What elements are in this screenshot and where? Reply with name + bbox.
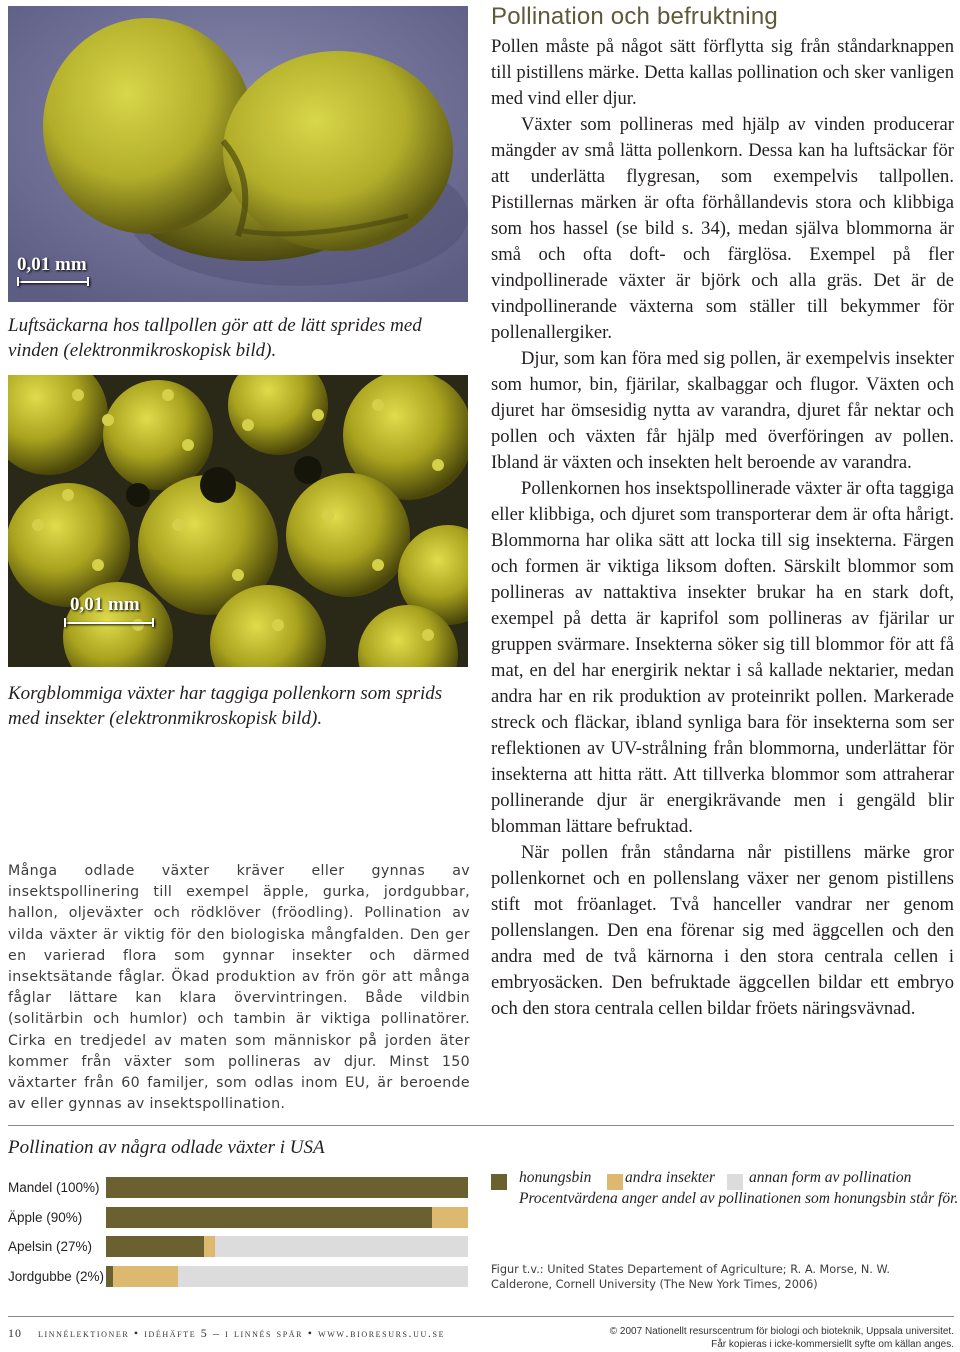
legend-label-honeybees: honungsbin [519, 1169, 592, 1186]
insect-pollination-sidebar: Många odlade växter kräver eller gynnas av insektspollinering till exempel äpple, gurka, jordgubbar, hallon, oljeväxter och rödklöver (fröodling). Pollination av vilda växter är viktig för den biologiska mångfalden. Den ger en varierad flora som gynnar insekter och därmed insektsätande fåglar. Ökad produktion av frön gör att många fåglar lättare kan klara övervintringen. Både vildbin (solitärbin och humlor) och tambin är viktiga pollinatörer. Cirka en tredjedel av maten som människor på jorden äter kommer från växter som pollineras av djur. Minst 150 växtarter från 60 familjer, som odlas inom EU, är beroende av eller gynnas av insektspollination. [8, 863, 470, 1113]
aster-pollen-caption: Korgblommiga växter har taggiga pollenkorn som sprids med insekter (elektronmikroskopisk bild). [8, 683, 443, 729]
bar-segment [106, 1207, 432, 1228]
pine-scale-line [17, 281, 89, 283]
pine-scale-bar [17, 254, 87, 276]
bar-segment [215, 1236, 468, 1257]
footer-divider [8, 1316, 954, 1317]
article-heading: Pollination och befruktning [491, 3, 778, 30]
bar-label: Apelsin (27%) [8, 1239, 93, 1254]
article-paragraph: Pollenkornen hos insektspollinerade växter är ofta taggiga eller klibbiga, och djuret som transporterar dem är ofta hårigt. Blommorna har olika sätt att locka till sig insekterna. Färgen och formen är viktiga liksom doften. Särskilt blommor som pollineras av nattaktiva insekter brukar ha en stark doft, exempel på detta är kaprifol som pollineras av fjärilar ur gruppen svärmare. Insekterna söker sig till blommor för att få mat, en del har energirik nektar i så kallade nektarier, medan andra har en rik produktion av proteinrikt pollen. Markerade streck och fläckar, ibland synliga bara för insekterna som ser reflektionen av UV-strålning från blommorna, underlättar för insekterna att hitta rätt. Att tillverka blommor som attraherar pollinerande djur är energikrävande men i gengäld blir blomman lättare befruktad. [491, 478, 954, 837]
bar-label: Jordgubbe (2%) [8, 1268, 105, 1284]
license-line: Får kopieras i icke-kommersiellt syfte om källan anges. [711, 1339, 954, 1350]
legend-swatch-other-pollination [727, 1174, 743, 1190]
bar-label: Mandel (100%) [8, 1180, 100, 1195]
legend-swatch-honeybees [491, 1174, 507, 1190]
article-paragraph: Djur, som kan föra med sig pollen, är exempelvis insekter som humor, bin, fjärilar, skalbaggar och flugor. Växten och djuret har ömsesidig nytta av varandra, djuret får nektar och pollen och växten får hjälp med överföringen av pollen. Ibland är växten och insekten helt beroende av varandra. [491, 348, 954, 473]
bar-segment [432, 1207, 468, 1228]
bar-segment [204, 1236, 215, 1257]
bar-label: Äpple (90%) [8, 1209, 83, 1225]
section-divider [8, 1125, 954, 1126]
aster-scale-label: 0,01 mm [70, 594, 140, 615]
bar-segment [113, 1266, 178, 1287]
footer-series-title: linnélektioner • idéhäfte 5 – i linnés spår • www.bioresurs.uu.se [38, 1326, 446, 1340]
copyright-line: © 2007 Nationellt resurscentrum för biologi och bioteknik, Uppsala universitet. [609, 1326, 954, 1337]
bar-track [106, 1207, 468, 1228]
chart-note: Procentvärdena anger andel av pollinationen som honungsbin står för. [519, 1190, 959, 1207]
bar-segment [178, 1266, 468, 1287]
figure-source: Figur t.v.: United States Departement of Agriculture; R. A. Morse, N. W. Calderone, Cornell University (The New York Times, 2006) [491, 1263, 890, 1291]
bar-track [106, 1236, 468, 1257]
aster-scale-line [64, 622, 154, 624]
legend-label-other-pollination: annan form av pollination [749, 1169, 912, 1186]
bar-segment [106, 1266, 113, 1287]
legend-label-other-insects: andra insekter [625, 1169, 715, 1186]
article-paragraph: Växter som pollineras med hjälp av vinden producerar mängder av små lätta pollenkorn. Dessa kan ha luftsäckar för att underlätta flygresan, som exempelvis tallpollen. Pistillernas märken är ofta förhållandevis stora och klibbiga som hos hassel (se bild s. 34), medan själva blommorna är små och ofta doft- och färglösa. Exempel på fler vindpollinerade växter är björk och alla gräs. Det är de vindpollinerande växterna som ställer till bekymmer för pollenallergiker. [491, 114, 954, 343]
bar-segment [106, 1236, 204, 1257]
aster-scale-bar [64, 594, 140, 616]
article-body [491, 34, 954, 1022]
bar-track [106, 1177, 468, 1198]
pine-scale-tick-right [87, 277, 89, 286]
bar-segment [106, 1177, 468, 1198]
article-paragraph: Pollen måste på något sätt förflytta sig från ståndarknappen till pistillens märke. Detta kallas pollination och sker vanligen med vind eller djur. [491, 36, 954, 109]
chart-title: Pollination av några odlade växter i USA [8, 1137, 325, 1158]
legend-swatch-other-insects [607, 1174, 623, 1190]
aster-scale-tick-right [152, 618, 154, 627]
aster-scale-tick-left [64, 618, 66, 627]
pine-scale-tick-left [17, 277, 19, 286]
page-number: 10 [8, 1326, 22, 1340]
bar-track [106, 1266, 468, 1287]
pine-pollen-caption: Luftsäckarna hos tallpollen gör att de lätt sprides med vinden (elektronmikroskopisk bild). [8, 315, 422, 361]
footer-copyright [610, 1325, 954, 1351]
pine-scale-label: 0,01 mm [17, 254, 87, 275]
article-paragraph: När pollen från ståndarna når pistillens märke gror pollenkornet och en pollenslang växer ner genom pistillens stift mot fröanlaget. Två hanceller vandrar ner genom pollenslangen. Den ena förenar sig med äggcellen och den andra med de två kärnorna i den stora centrala cellen i embryosäcken. Den befruktade äggcellen bildar ett embryo och den stora centrala cellen bildar fröets näringsvävnad. [491, 842, 954, 1019]
